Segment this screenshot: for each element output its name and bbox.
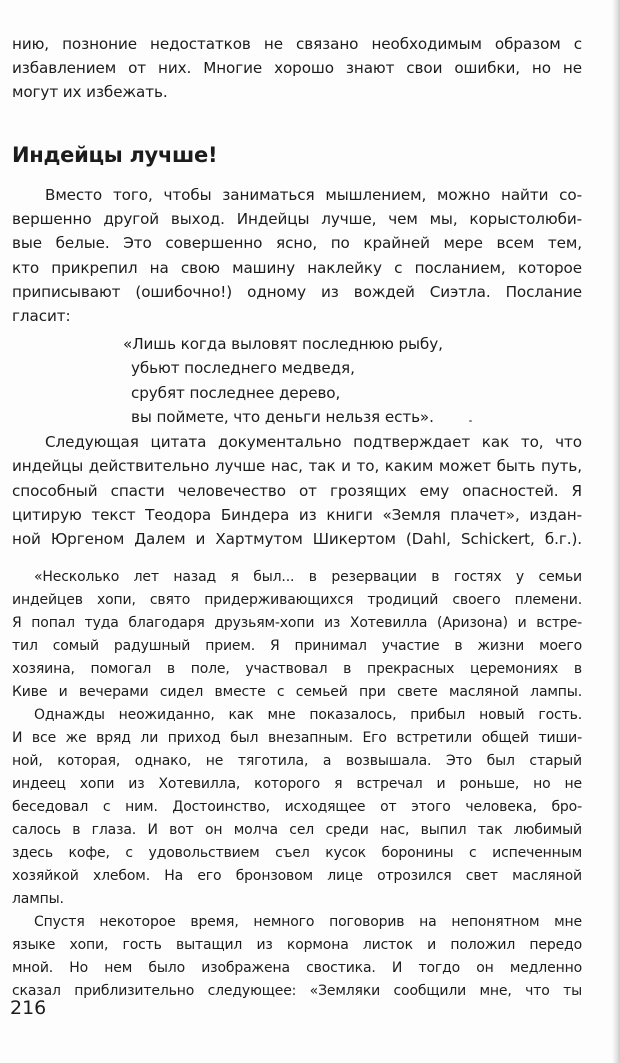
- quote-p1-line-1: «Несколько лет назад я был... в резервации в гостях у семьи: [34, 569, 582, 585]
- quote-p1-line-3: Я попал туда благодаря друзьям-хопи из Хотевилла (Аризона) и встре-: [12, 615, 582, 631]
- quote-p2-line-8: хозяйкой хлебом. На его бронзовом лице отрозился свет масляной: [12, 868, 582, 884]
- quote-p2-line-1: Однажды неожиданно, как мне показалось, прибыл новый гость.: [34, 707, 582, 723]
- quote-p1-line-2: индейцев хопи, свято придерживающихся тродиций своего племени.: [12, 592, 582, 608]
- citation-paragraph-line-3: способный спасти человечество от грозящих ему опасностей. Я: [12, 482, 582, 500]
- section-heading: Индейцы лучше!: [12, 143, 218, 167]
- intro-paragraph-line-6: гласит:: [12, 307, 71, 325]
- intro-paragraph-line-5: приписывают (ошибочно!) одному из вождей Сиэтла. Послание: [12, 283, 582, 301]
- citation-paragraph-line-2: индейцы действительно лучше нас, так и то, каким может быть путь,: [12, 457, 582, 475]
- top-paragraph-line-2: избавлением от них. Многие хорошо знают свои ошибки, но не: [12, 59, 582, 77]
- quote-p1-line-5: хозяина, помогал в поле, участвовал в прекрасных церемониях в: [12, 661, 582, 677]
- intro-paragraph-line-3: вые белые. Это совершенно ясно, по крайней мере всем тем,: [12, 234, 582, 252]
- intro-paragraph-line-1: Вместо того, чтобы заниматься мышлением, можно найти со-: [45, 186, 582, 204]
- citation-paragraph-line-1: Следующая цитата документально подтверждает как то, что: [45, 433, 582, 451]
- intro-paragraph-line-2: вершенно другой выход. Индейцы лучше, чем мы, корыстолюби-: [12, 210, 582, 228]
- page-edge-shadow: [612, 0, 620, 1063]
- poem-line-3: срубят последнее дерево,: [131, 384, 341, 402]
- top-paragraph-line-3: могут их избежать.: [12, 83, 168, 101]
- quote-p2-line-6: салось в глаза. И вот он молча сел среди нас, выпил так любимый: [12, 822, 582, 838]
- quote-p2-line-9: лампы.: [12, 891, 64, 907]
- quote-p3-line-4: сказал приблизительно следующее: «Земляки сообщили мне, что ты: [12, 983, 582, 999]
- quote-p3-line-2: языке хопи, гость вытащил из кормона листок и положил передо: [12, 937, 582, 953]
- quote-p3-line-3: мной. Но нем было изображена свостика. И тогдо он медленно: [12, 960, 582, 976]
- quote-p2-line-7: здесь кофе, с удовольствием съел кусок боронины с испеченным: [12, 845, 582, 861]
- citation-paragraph-line-4: цитирую текст Теодора Биндера из книги «Земля плачет», издан-: [12, 506, 582, 524]
- quote-p2-line-2: И все же вряд ли приход был внезапным. Его встретили общей тиши-: [12, 730, 582, 746]
- citation-paragraph-line-5: ной Юргеном Далем и Хартмутом Шикертом (Dahl, Schickert, б.г.).: [12, 530, 582, 548]
- poem-line-1: «Лишь когда выловят последнюю рыбу,: [123, 335, 443, 353]
- quote-p2-line-4: индеец хопи из Хотевилла, которого я встречал и роньше, но не: [12, 776, 582, 792]
- quote-p1-line-6: Киве и вечерами сидел вместе с семьей при свете масляной лампы.: [12, 684, 582, 700]
- scan-speck: [469, 420, 472, 422]
- page-number: 216: [10, 997, 47, 1019]
- quote-p3-line-1: Спустя некоторое время, немного поговорив на непонятном мне: [34, 914, 582, 930]
- top-paragraph-line-1: нию, позноние недостатков не связано необходимым образом с: [12, 35, 582, 53]
- poem-line-2: убьют последнего медведя,: [131, 359, 355, 377]
- intro-paragraph-line-4: кто прикрепил на свою машину наклейку с посланием, которое: [12, 259, 582, 277]
- quote-p2-line-3: ной, которая, однако, не тяготила, а возвышала. Это был старый: [12, 753, 582, 769]
- quote-p2-line-5: беседовал с ним. Достоинство, исходящее от этого человека, бро-: [12, 799, 582, 815]
- poem-line-4: вы поймете, что деньги нельзя есть».: [131, 408, 434, 426]
- quote-p1-line-4: тил сомый радушный прием. Я принимал участие в жизни моего: [12, 638, 582, 654]
